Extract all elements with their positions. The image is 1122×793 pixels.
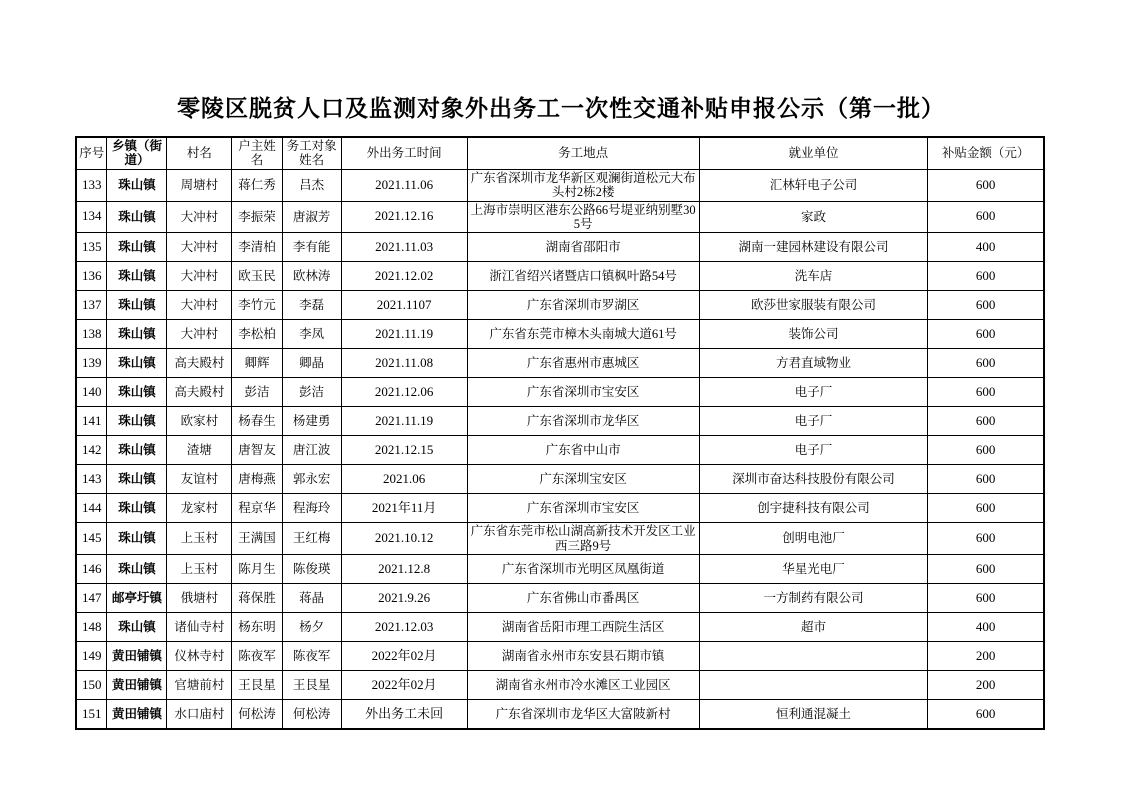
table-cell: 广东省惠州市惠城区 [467, 349, 699, 378]
header-cell: 乡镇（街道） [107, 137, 167, 169]
table-cell: 2021.12.16 [341, 201, 467, 233]
table-cell: 李竹元 [232, 291, 282, 320]
table-cell: 上玉村 [167, 555, 232, 584]
table-cell: 广东省中山市 [467, 436, 699, 465]
table-row [76, 291, 1044, 320]
table-cell: 蒋保胜 [232, 584, 282, 613]
table-cell: 2021.11.19 [341, 320, 467, 349]
table-cell: 145 [76, 523, 107, 555]
table-cell: 欧玉民 [232, 262, 282, 291]
table-cell: 邮亭圩镇 [107, 584, 167, 613]
table-cell: 146 [76, 555, 107, 584]
table-cell: 珠山镇 [107, 201, 167, 233]
table-cell: 李清柏 [232, 233, 282, 262]
table-cell: 程海玲 [282, 494, 341, 523]
table-cell: 142 [76, 436, 107, 465]
table-cell: 外出务工未回 [341, 700, 467, 730]
table-cell: 135 [76, 233, 107, 262]
table-row [76, 378, 1044, 407]
table-cell: 汇林轩电子公司 [699, 169, 927, 201]
table-cell: 148 [76, 613, 107, 642]
table-row [76, 700, 1044, 730]
table-cell: 俄塘村 [167, 584, 232, 613]
table-cell: 郭永宏 [282, 465, 341, 494]
table-cell: 湖南省岳阳市理工西院生活区 [467, 613, 699, 642]
table-cell: 138 [76, 320, 107, 349]
table-cell: 高夫殿村 [167, 349, 232, 378]
table-cell: 2022年02月 [341, 642, 467, 671]
table-cell: 蒋晶 [282, 584, 341, 613]
table-cell: 大冲村 [167, 233, 232, 262]
table-row [76, 201, 1044, 233]
table-row [76, 349, 1044, 378]
table-cell: 彭洁 [232, 378, 282, 407]
table-cell: 王满国 [232, 523, 282, 555]
table-cell: 150 [76, 671, 107, 700]
table-row [76, 671, 1044, 700]
table-cell: 李松柏 [232, 320, 282, 349]
table-cell: 600 [928, 320, 1044, 349]
table-cell: 大冲村 [167, 320, 232, 349]
table-row [76, 584, 1044, 613]
table-cell: 137 [76, 291, 107, 320]
table-cell: 湖南省永州市东安县石期市镇 [467, 642, 699, 671]
table-cell: 珠山镇 [107, 378, 167, 407]
table-cell: 华星光电厂 [699, 555, 927, 584]
table-cell: 2021.1107 [341, 291, 467, 320]
table-cell: 600 [928, 201, 1044, 233]
table-cell: 140 [76, 378, 107, 407]
table-cell: 仪林寺村 [167, 642, 232, 671]
table-cell: 浙江省绍兴诸暨店口镇枫叶路54号 [467, 262, 699, 291]
table-cell: 上海市崇明区港东公路66号堤亚纳别墅305号 [467, 201, 699, 233]
table-cell: 149 [76, 642, 107, 671]
table-cell: 欧家村 [167, 407, 232, 436]
table-cell: 黄田铺镇 [107, 642, 167, 671]
table-cell: 珠山镇 [107, 436, 167, 465]
table-cell: 唐智友 [232, 436, 282, 465]
table-cell: 龙家村 [167, 494, 232, 523]
table-cell: 珠山镇 [107, 407, 167, 436]
table-cell: 珠山镇 [107, 349, 167, 378]
table-cell: 广东省深圳市罗湖区 [467, 291, 699, 320]
table-row [76, 262, 1044, 291]
table-cell: 广东省佛山市番禺区 [467, 584, 699, 613]
table-cell: 600 [928, 584, 1044, 613]
table-cell: 143 [76, 465, 107, 494]
table-cell: 电子厂 [699, 436, 927, 465]
table-header-row [76, 137, 1044, 169]
table-cell: 广东省深圳市光明区凤凰街道 [467, 555, 699, 584]
table-cell: 吕杰 [282, 169, 341, 201]
table-cell: 珠山镇 [107, 291, 167, 320]
table-cell: 141 [76, 407, 107, 436]
table-cell: 600 [928, 555, 1044, 584]
table-cell: 大冲村 [167, 291, 232, 320]
table-cell: 唐江波 [282, 436, 341, 465]
table-cell: 珠山镇 [107, 465, 167, 494]
table-cell: 大冲村 [167, 201, 232, 233]
table-cell: 陈夜军 [232, 642, 282, 671]
table-cell: 广东省深圳市龙华区 [467, 407, 699, 436]
table-cell: 李磊 [282, 291, 341, 320]
table-cell: 程京华 [232, 494, 282, 523]
table-cell: 一方制药有限公司 [699, 584, 927, 613]
table-cell: 湖南省邵阳市 [467, 233, 699, 262]
table-cell: 广东省东莞市松山湖高新技术开发区工业西三路9号 [467, 523, 699, 555]
table-cell: 陈俊瑛 [282, 555, 341, 584]
table-cell: 湖南一建园林建设有限公司 [699, 233, 927, 262]
table-cell: 600 [928, 700, 1044, 730]
table-row [76, 465, 1044, 494]
table-cell: 珠山镇 [107, 613, 167, 642]
table-cell: 珠山镇 [107, 555, 167, 584]
table-cell: 渣塘 [167, 436, 232, 465]
table-row [76, 494, 1044, 523]
header-cell: 序号 [76, 137, 107, 169]
report-table [75, 136, 1045, 730]
header-cell: 就业单位 [699, 137, 927, 169]
header-cell: 补贴金额（元） [928, 137, 1044, 169]
table-cell: 139 [76, 349, 107, 378]
table-cell: 高夫殿村 [167, 378, 232, 407]
table-cell: 珠山镇 [107, 523, 167, 555]
table-cell: 杨建勇 [282, 407, 341, 436]
table-cell: 广东省东莞市樟木头南城大道61号 [467, 320, 699, 349]
table-cell: 136 [76, 262, 107, 291]
table-cell: 珠山镇 [107, 169, 167, 201]
table-cell: 珠山镇 [107, 494, 167, 523]
table-cell: 广东省深圳市龙华新区观澜街道松元大布头村2栋2楼 [467, 169, 699, 201]
table-cell: 官塘前村 [167, 671, 232, 700]
page-title: 零陵区脱贫人口及监测对象外出务工一次性交通补贴申报公示（第一批） [177, 96, 945, 121]
table-cell: 创明电池厂 [699, 523, 927, 555]
table-cell: 唐梅燕 [232, 465, 282, 494]
table-cell: 诸仙寺村 [167, 613, 232, 642]
table-cell: 杨夕 [282, 613, 341, 642]
table-cell: 2021.10.12 [341, 523, 467, 555]
table-cell: 超市 [699, 613, 927, 642]
table-cell: 151 [76, 700, 107, 730]
header-cell: 务工地点 [467, 137, 699, 169]
table-cell: 2021.12.15 [341, 436, 467, 465]
table-cell: 600 [928, 494, 1044, 523]
table-cell: 600 [928, 436, 1044, 465]
table-cell: 何松涛 [282, 700, 341, 730]
table-cell: 深圳市奋达科技股份有限公司 [699, 465, 927, 494]
table-row [76, 642, 1044, 671]
table-cell: 600 [928, 349, 1044, 378]
table-cell: 广东省深圳市宝安区 [467, 494, 699, 523]
table-cell: 大冲村 [167, 262, 232, 291]
header-cell: 村名 [167, 137, 232, 169]
header-cell: 务工对象姓名 [282, 137, 341, 169]
table-cell: 2022年02月 [341, 671, 467, 700]
table-cell: 2021.12.03 [341, 613, 467, 642]
table-cell [699, 642, 927, 671]
table-cell: 广东深圳宝安区 [467, 465, 699, 494]
table-row [76, 320, 1044, 349]
table-cell: 陈月生 [232, 555, 282, 584]
table-cell: 广东省深圳市宝安区 [467, 378, 699, 407]
table-cell: 卿晶 [282, 349, 341, 378]
table-cell: 杨东明 [232, 613, 282, 642]
table-cell: 陈夜军 [282, 642, 341, 671]
table-cell: 600 [928, 262, 1044, 291]
table-cell: 2021.12.02 [341, 262, 467, 291]
table-row [76, 407, 1044, 436]
table-cell: 方君直域物业 [699, 349, 927, 378]
table-cell: 欧莎世家服装有限公司 [699, 291, 927, 320]
table-cell: 李振荣 [232, 201, 282, 233]
table-row [76, 436, 1044, 465]
table-cell: 何松涛 [232, 700, 282, 730]
table-cell: 珠山镇 [107, 233, 167, 262]
table-cell: 2021.11.19 [341, 407, 467, 436]
table-cell: 600 [928, 291, 1044, 320]
table-cell: 彭洁 [282, 378, 341, 407]
table-cell: 2021.12.8 [341, 555, 467, 584]
table-cell: 装饰公司 [699, 320, 927, 349]
table-cell: 友谊村 [167, 465, 232, 494]
table-cell: 周塘村 [167, 169, 232, 201]
table-cell: 王红梅 [282, 523, 341, 555]
table-cell: 2021.06 [341, 465, 467, 494]
table-cell: 2021年11月 [341, 494, 467, 523]
table-cell: 2021.12.06 [341, 378, 467, 407]
table-row [76, 523, 1044, 555]
table-cell: 147 [76, 584, 107, 613]
table-cell: 200 [928, 671, 1044, 700]
table-cell: 李凤 [282, 320, 341, 349]
table-cell: 卿辉 [232, 349, 282, 378]
table-cell: 600 [928, 523, 1044, 555]
table-cell [699, 671, 927, 700]
table-cell: 王艮星 [232, 671, 282, 700]
table-cell: 黄田铺镇 [107, 671, 167, 700]
table-cell: 600 [928, 465, 1044, 494]
table-cell: 恒利通混凝土 [699, 700, 927, 730]
table-cell: 王艮星 [282, 671, 341, 700]
table-cell: 黄田铺镇 [107, 700, 167, 730]
table-cell: 上玉村 [167, 523, 232, 555]
header-cell: 外出务工时间 [341, 137, 467, 169]
table-cell: 杨春生 [232, 407, 282, 436]
table-row [76, 233, 1044, 262]
table-cell: 电子厂 [699, 407, 927, 436]
table-cell: 200 [928, 642, 1044, 671]
table-row [76, 555, 1044, 584]
table-cell: 珠山镇 [107, 320, 167, 349]
table-cell: 2021.9.26 [341, 584, 467, 613]
table-cell: 电子厂 [699, 378, 927, 407]
table-cell: 600 [928, 378, 1044, 407]
header-cell: 户主姓名 [232, 137, 282, 169]
table-cell: 水口庙村 [167, 700, 232, 730]
table-cell: 创宇捷科技有限公司 [699, 494, 927, 523]
table-cell: 144 [76, 494, 107, 523]
table-cell: 400 [928, 613, 1044, 642]
table-cell: 600 [928, 169, 1044, 201]
table-cell: 欧林涛 [282, 262, 341, 291]
table-cell: 珠山镇 [107, 262, 167, 291]
table-cell: 400 [928, 233, 1044, 262]
table-row [76, 169, 1044, 201]
table-cell: 蒋仁秀 [232, 169, 282, 201]
table-cell: 洗车店 [699, 262, 927, 291]
table-cell: 134 [76, 201, 107, 233]
table-cell: 2021.11.03 [341, 233, 467, 262]
table-cell: 2021.11.08 [341, 349, 467, 378]
table-cell: 2021.11.06 [341, 169, 467, 201]
table-cell: 湖南省永州市冷水滩区工业园区 [467, 671, 699, 700]
table-cell: 李有能 [282, 233, 341, 262]
table-cell: 家政 [699, 201, 927, 233]
table-cell: 600 [928, 407, 1044, 436]
table-cell: 唐淑芳 [282, 201, 341, 233]
table-row [76, 613, 1044, 642]
table-cell: 广东省深圳市龙华区大富陂新村 [467, 700, 699, 730]
table-cell: 133 [76, 169, 107, 201]
table-body [76, 169, 1044, 729]
